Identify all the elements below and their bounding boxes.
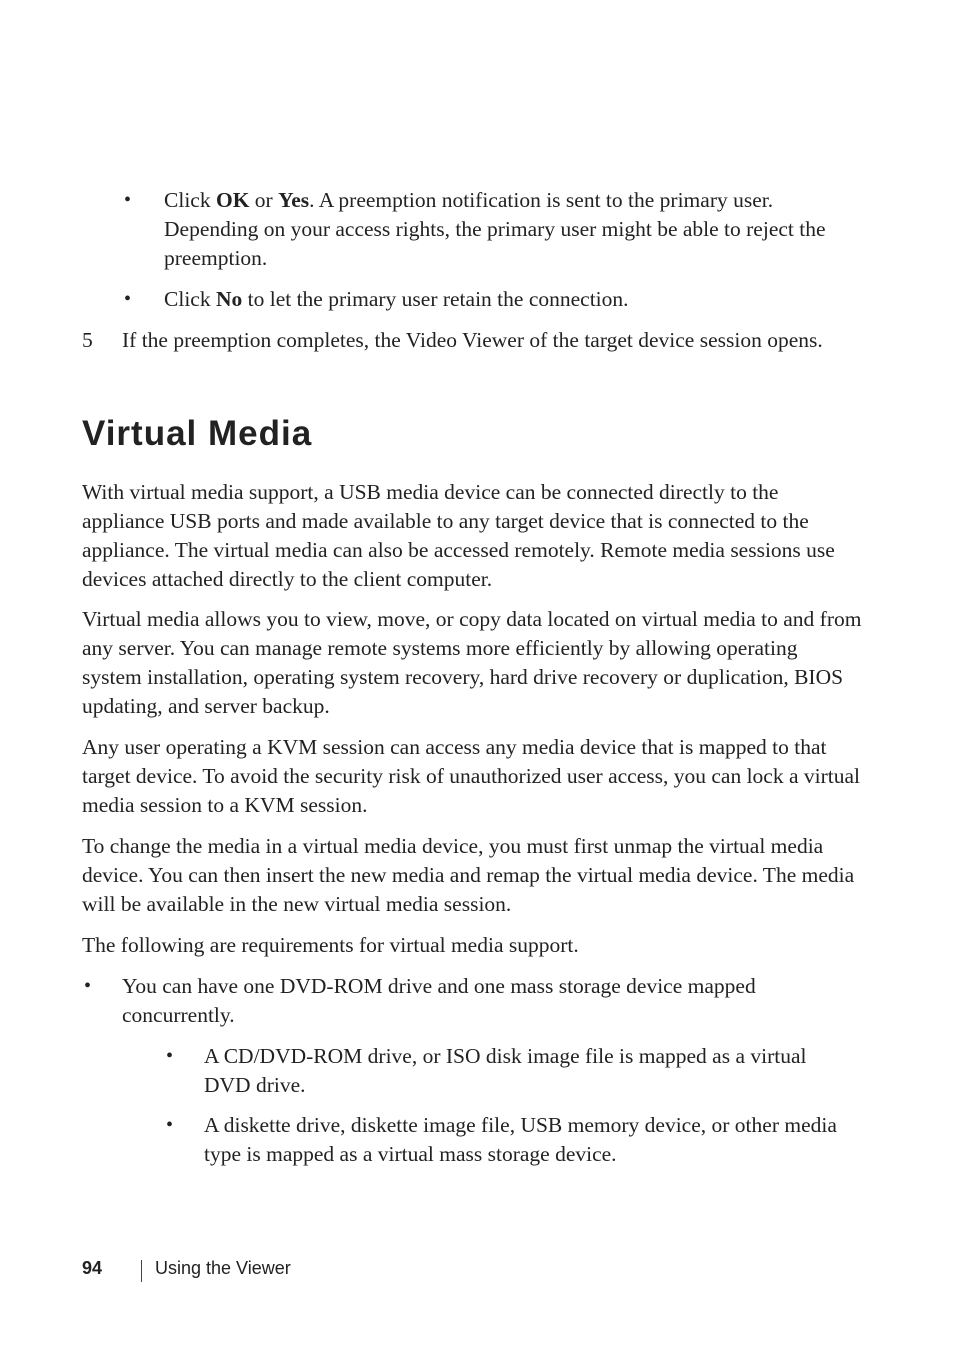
paragraph-4: To change the media in a virtual media device, you must first unmap the virtual media device. You can then insert the new media and remap the virtual media device. The media will be available in the new virtual media session. (82, 834, 855, 916)
footer-divider (141, 1260, 142, 1282)
sub-requirement-item: A diskette drive, diskette image file, USB memory device, or other media type is mapped as a virtual mass storage device. (204, 1113, 837, 1166)
paragraph-1: With virtual media support, a USB media device can be connected directly to the appliance USB ports and made available to any target device that is connected to the appliance. The virtual media can also be accessed remotely. Remote media sessions use devices attached directly to the client computer. (82, 480, 835, 591)
text-run: . A preemption notification is sent to the primary user. Depending on your access rights, the primary user might be able to reject the preemption. (164, 188, 826, 270)
bullet-glyph: • (124, 189, 132, 211)
text-run: or (249, 188, 279, 212)
bullet-glyph: • (166, 1114, 174, 1136)
step-number: 5 (82, 328, 93, 352)
ok-keyword: OK (215, 188, 250, 212)
no-keyword: No (215, 287, 243, 311)
bullet-glyph: • (166, 1045, 174, 1067)
text-run: Click (164, 287, 216, 311)
yes-keyword: Yes (278, 188, 310, 212)
bullet-glyph: • (84, 975, 92, 997)
sub-requirement-item: A CD/DVD-ROM drive, or ISO disk image file is mapped as a virtual DVD drive. (204, 1044, 807, 1097)
page-number: 94 (82, 1258, 103, 1278)
bullet-glyph: • (124, 288, 132, 310)
bullet-item-no (164, 285, 854, 314)
text-run: to let the primary user retain the connection. (242, 287, 629, 311)
requirement-item: You can have one DVD-ROM drive and one mass storage device mapped concurrently. (122, 974, 756, 1027)
paragraph-5: The following are requirements for virtual media support. (82, 933, 579, 957)
text-run: Click (164, 188, 216, 212)
section-title: Virtual Media (82, 414, 313, 453)
bullet-item-ok-yes (164, 186, 854, 273)
paragraph-3: Any user operating a KVM session can access any media device that is mapped to that target device. To avoid the security risk of unauthorized user access, you can lock a virtual media session to a KVM session. (82, 735, 860, 817)
paragraph-2: Virtual media allows you to view, move, or copy data located on virtual media to and from any server. You can manage remote systems more efficiently by allowing operating system installation, operating system recovery, hard drive recovery or duplication, BIOS updating, and server backup. (82, 607, 862, 718)
step-text: If the preemption completes, the Video Viewer of the target device session opens. (122, 328, 823, 352)
chapter-title: Using the Viewer (155, 1258, 291, 1278)
